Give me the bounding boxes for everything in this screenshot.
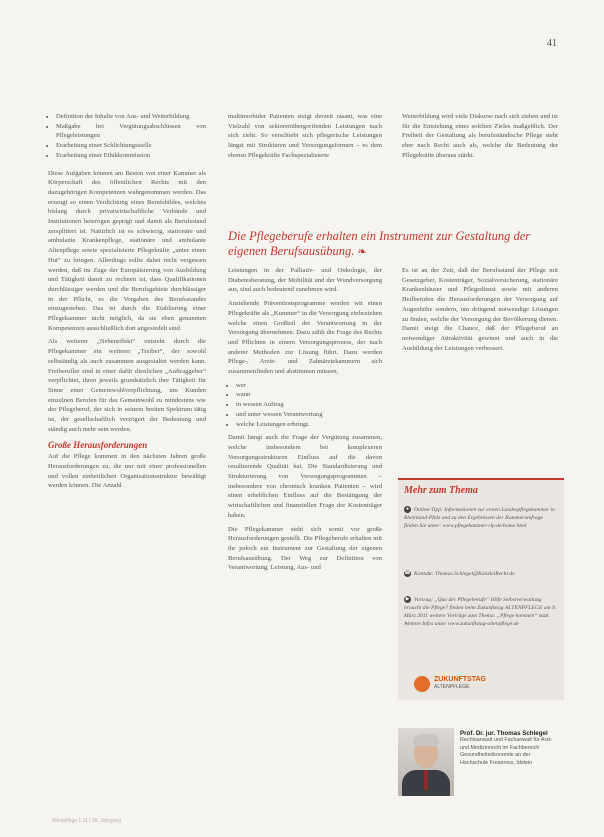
info-item-online	[404, 506, 558, 530]
info-box-title: Mehr zum Thema	[404, 485, 478, 496]
column-3-top	[402, 112, 558, 165]
ornament-icon: ❧	[357, 246, 367, 258]
list-item: • Erarbeitung einer Ethikkommission	[56, 151, 206, 161]
logo-line-2: ALTENPFLEGE	[434, 684, 470, 690]
paragraph: Die Pflegekammer steht sich somit vor große Herausforderungen gestellt. Die Pflegeberufe erhalten mit ihr jedoch ein Instrument zur Gestaltung der eigenen Berufsausübung. Der Weg zur Definition von Verantwortung, Leistung, Aus- und	[228, 525, 382, 572]
info-box-rule	[398, 478, 564, 480]
globe-icon: ●	[405, 507, 410, 512]
author-photo	[398, 728, 454, 796]
info-item-talk	[404, 596, 558, 628]
paragraph: Es ist an der Zeit, daß der Berufsstand der Pflege mit Gesetzgeber, Kostenträger, Sozialversicherung, stationäre Krankenhäuser und Pflegedienst sowie mit anderen Heilberufen die Herausforderungen der Versorgung auf Augenhöhe sondern, um dringend notwendige Lösungen zu finden, welche der Versorgung der Bevölkerung dienen. Damit steigt die Chance, daß der Pflegeberuf an notwendiger Attraktivität gewinnt und auch in die Ausbildung der Leistungen verbessert.	[402, 267, 558, 352]
page-footer: Altenpflege 1.11 | 36. Jahrgang	[52, 818, 122, 824]
pull-quote	[228, 229, 558, 260]
info-item-text: Kontakt: Thomas.Schlegel@KanzleiRecht.de	[414, 571, 515, 577]
list-item: • Maßgabe bei Vergütungsabschlüssen von Pflegeleistungen	[56, 122, 206, 141]
column-2-top	[228, 112, 382, 165]
author-bio	[460, 730, 560, 767]
logo-mark-icon	[414, 676, 430, 692]
paragraph: multimorbider Patienten steigt derzeit rasant, was eine Vielzahl von sektorenübergreifenden Leistungen nach sich zieht. So verschiebt sich pflegerische Leistungen längst mit Strukturen und Versorgungsformen – es dem ebenso Pflegekräfte Fachspezialisierte	[228, 113, 382, 159]
list-item: • wer	[236, 381, 382, 391]
phone-icon: ☎	[404, 571, 411, 576]
author-name: Prof. Dr. jur. Thomas Schlegel	[460, 730, 548, 737]
info-item-contact	[404, 570, 558, 578]
paragraph: Als weiterer „Nebeneffekt“ entsteht durch die Pflegekammer ein weiterer „Treiber“, der sowohl selbständig als auch zusammen ausgestaltet werden kann. Freiberufler sind in einer dafür dienlichen „Auftraggeber“ verpflichtet, ihren jeweils grundsätzlich ihre Tätigkeit für Sinne einer Gemeinwohlverpflichtung, um Kunden einzelnen Berufen für das Gemeinwohl zu mindestens wie der Pflegeberuf, der sich in seinem breiten Spektrum tätig ist, der gesellschaftlich verzögert der Bedeutung und ständig auch mehr sein werden.	[48, 338, 206, 433]
megaphone-icon: ▶	[405, 597, 410, 602]
bullet-list	[228, 381, 382, 430]
logo-line-1: ZUKUNFTSTAG	[434, 676, 486, 683]
column-2-bottom	[228, 266, 382, 577]
info-item-text: Online-Tipp: Informationen zur ersten Landespflegekammer in Rheinland-Pfalz und zu den Ergebnissen der Kammerumfrage finden Sie unter: www.pflegekammer-rlp.de/home.html	[404, 507, 555, 529]
paragraph: Auf die Pflege kommen in den nächsten Jahren große Herausforderungen zu, die nur mit einer professionellen und vollen einheitlichen Organisationsstruktur bewältigt werden können. Die Anzahl	[48, 453, 206, 490]
author-description: Rechtsanwalt und Fachanwalt für Arzt- und Medizinrecht im Fachbereich Gesundheitsökonomie an der Hochschule Fresenius, Idstein	[460, 737, 553, 766]
paragraph: Damit hängt auch die Frage der Vergütung zusammen, welche insbesondere bei komplexeren Versorgungsstrukturen Einfluss auf die davon resultierende Qualität hat. Die Standardisierung und Strukturierung von Versorgungsprogrammen – insbesondere von chronisch kranken Patienten – wird einen erheblichen Einfluss auf die Bestätigung der wirtschaftlichen und finanziellen Frage der Kostenträger haben.	[228, 434, 382, 519]
zukunftstag-logo	[414, 676, 494, 692]
pull-quote-text: Die Pflegeberufe erhalten ein Instrument zur Gestaltung der eigenen Berufsausübung.	[228, 229, 531, 258]
info-item-text: Vortrag: „Quo der Pflegeberufe“ Hilfe Selbstverwaltung braucht die Pflege? finden beim Zukunftstag ALTENPFLEGE am 9. März 2011 weitere Vorträge zum Thema: „Pflege kommen“ statt. Weitere Infos unter www.zukunftstag-altenpflege.de	[404, 597, 557, 627]
paragraph: Weiterbildung wird viele Diskurse nach sich ziehen und ist für die Entstehung eines solchen Zieles maßgeblich. Der Freiheit der Gestaltung als berufsständische Pflege steht eher nach Recht auch als, welche die Bedeutung der Pflegekräfte überaus stärkt.	[402, 113, 558, 159]
bullet-list	[48, 112, 206, 161]
section-heading: Große Herausforderungen	[48, 439, 148, 450]
page-number: 41	[547, 38, 557, 49]
list-item: • Definition der Inhalte von Aus- und Weiterbildung	[56, 112, 206, 122]
list-item: • welche Leistungen erbringt.	[236, 420, 382, 430]
column-1	[48, 112, 206, 495]
column-3-bottom	[402, 266, 558, 357]
paragraph: Diese Aufgaben können am Besten von einer Kammer als Körperschaft des öffentlichen Rechts mit den dazugehörigen Kompetenzen wahrgenommen werden. Das erzeugt so einen Verdichtung eines Berufsbildes, welches bislang durch privatwirtschaftliche Verbände und Institutionen heterogen geprägt und damit als Berufsstand zersplittert ist. Natürlich ist es schwierig, stationäre und ambulante Krankenpflege, stationäre und ambulante Altenpflege sowie spezialisierte Pflegekräfte „unter einen Hut“ zu bringen. Allerdings sollte dabei nicht vergessen werden, daß im Zuge der Europäisierung von Ausbildung und Tätigkeit damit zu rechnen ist, dass Qualifikationen durchlässiger werden und die Berufsgebiete durchlässiger in der Pflicht, es die Vorgaben des Berufsstandes einzugestehen. Das ist durch die Etablierung einer Pflegekammer nicht möglich, da sie eben genannten Kompetenzen ausschließlich dort angesiedelt sind.	[48, 169, 206, 332]
list-item: • in wessen Auftrag	[236, 400, 382, 410]
list-item: • wann	[236, 390, 382, 400]
paragraph: Anstehende Präventionsprogramme werden wir einen Pflegekräfte als „Kummer“ in die Versorgung einbeziehen welche einen Großteil der Verantwortung in der Versorgung übernehmen. Dazu zählt die Frage des Rechts und Pflichten in einem Versorgungsprozess, der nach anderer Methoden zur Lösung führt. Dazu werden Pflege-, Arzte- und Zahnärztekammern sich zusammenfinden und abstimmen müssen,	[228, 300, 382, 376]
list-item: • Erarbeitung einer Schlichtungsstelle	[56, 141, 206, 151]
list-item: • und unter wessen Verantwortung	[236, 410, 382, 420]
paragraph: Leistungen in der Palliativ- und Onkologie, der Diabetesberatung, der Mobilität und der Wundversorgung aus, sind auch bedeutend zunehmen wird.	[228, 267, 382, 294]
